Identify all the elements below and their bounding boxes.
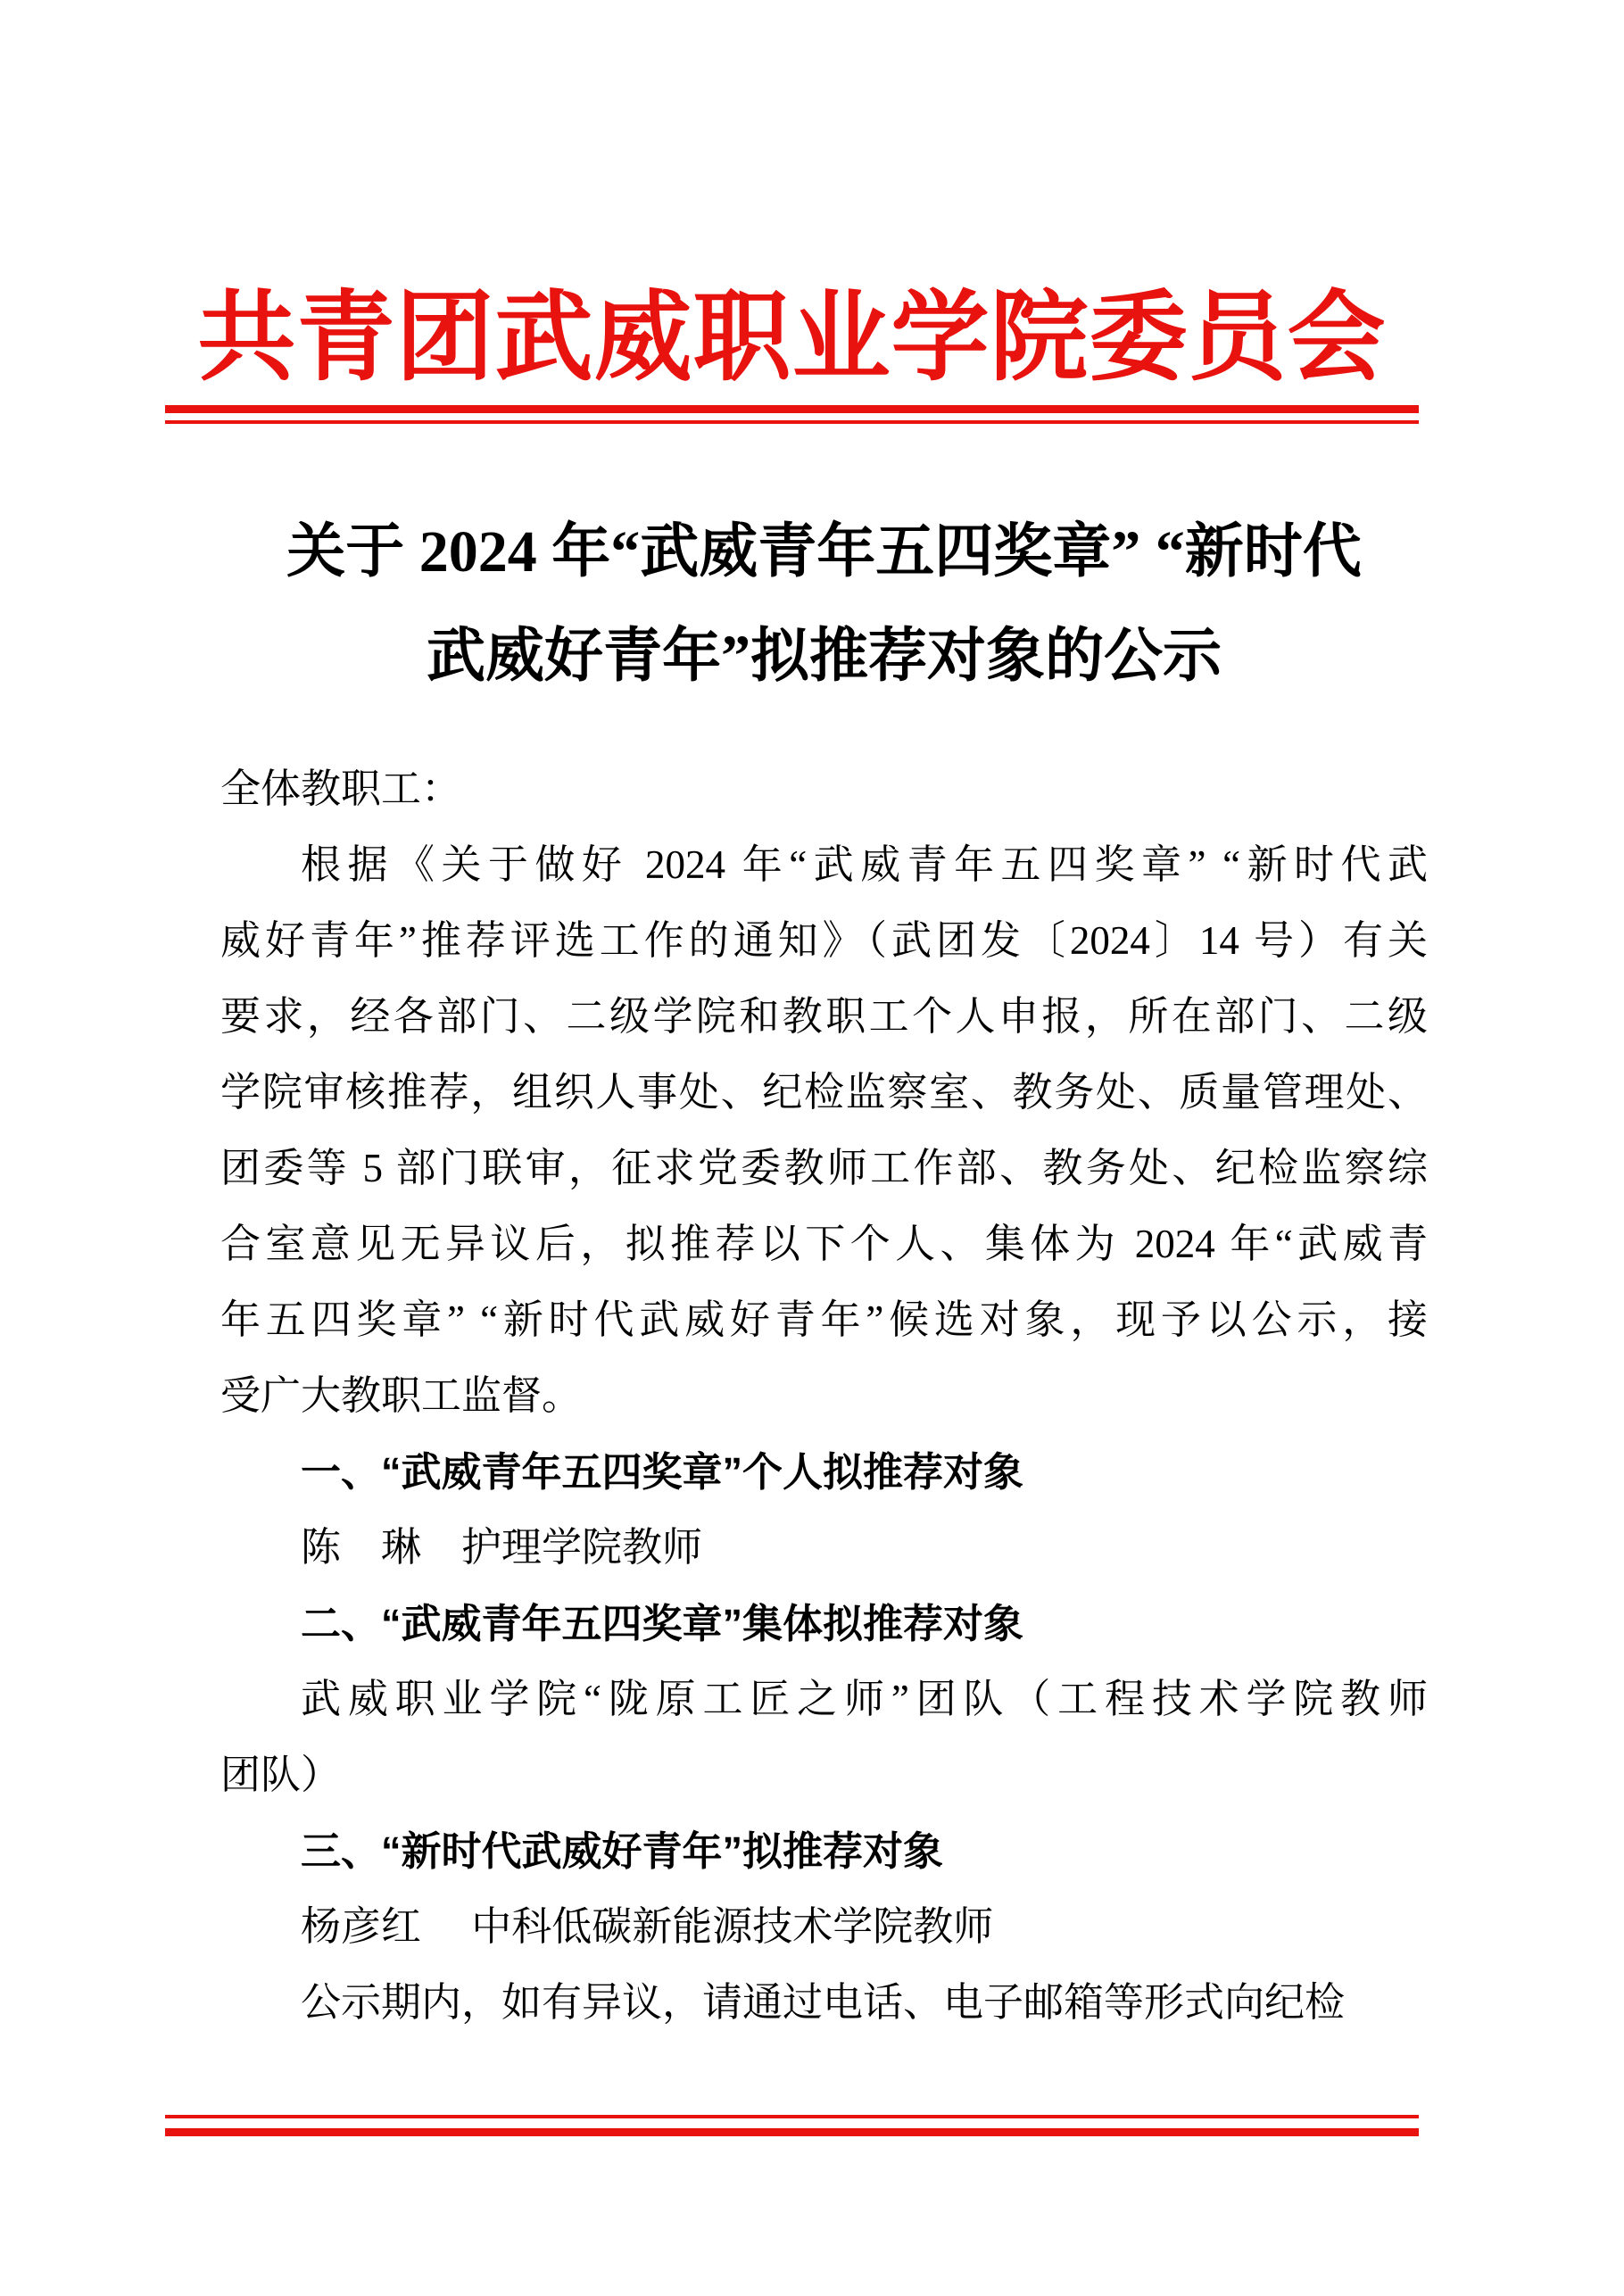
nominee-collective-cont: 团队） xyxy=(220,1753,342,1797)
rule-bottom-gap xyxy=(165,2118,1419,2128)
nominee-good-youth: 杨彦红 中科低碳新能源技术学院教师 xyxy=(301,1904,994,1949)
nominee-collective: 武威职业学院“陇原工匠之师”团队（工程技术学院教师 xyxy=(301,1677,1428,1721)
salutation-line: 全体教职工： xyxy=(220,767,462,811)
document-title-line-2: 武威好青年”拟推荐对象的公示 xyxy=(427,624,1222,689)
notice-line: 公示期内，如有异议，请通过电话、电子邮箱等形式向纪检 xyxy=(301,1980,1346,2025)
body-text xyxy=(220,751,1428,2041)
rule-top-thin-line xyxy=(165,420,1419,424)
body-line: 合室意见无异议后，拟推荐以下个人、集体为 2024 年“武威青 xyxy=(220,1222,1428,1266)
red-double-rule-top xyxy=(165,405,1419,424)
section-heading-2: 二、“武威青年五四奖章”集体拟推荐对象 xyxy=(301,1601,1024,1646)
rule-top-thick-line xyxy=(165,405,1419,413)
red-double-rule-bottom xyxy=(165,2115,1419,2136)
masthead-title: 共青团武威职业学院委员会 xyxy=(197,284,1387,393)
body-line: 受广大教职工监督。 xyxy=(220,1373,583,1418)
body-line: 要求，经各部门、二级学院和教职工个人申报，所在部门、二级 xyxy=(220,994,1428,1039)
nominee-individual: 陈 琳 护理学院教师 xyxy=(301,1525,703,1570)
rule-bottom-thick-line xyxy=(165,2128,1419,2136)
body-line: 威好青年”推荐评选工作的通知》（武团发〔2024〕14 号）有关 xyxy=(220,918,1428,963)
document-title xyxy=(220,500,1428,709)
body-line: 学院审核推荐，组织人事处、纪检监察室、教务处、质量管理处、 xyxy=(220,1070,1428,1115)
document-title-line-1: 关于 2024 年“武威青年五四奖章” “新时代 xyxy=(286,519,1362,584)
section-heading-3: 三、“新时代武威好青年”拟推荐对象 xyxy=(301,1828,944,1874)
section-heading-1: 一、“武威青年五四奖章”个人拟推荐对象 xyxy=(301,1449,1024,1495)
rule-top-gap xyxy=(165,413,1419,420)
body-line: 团委等 5 部门联审，征求党委教师工作部、教务处、纪检监察综 xyxy=(220,1146,1428,1190)
body-line: 根据《关于做好 2024 年“武威青年五四奖章” “新时代武 xyxy=(301,842,1428,887)
body-line: 年五四奖章” “新时代武威好青年”候选对象，现予以公示，接 xyxy=(220,1297,1428,1342)
